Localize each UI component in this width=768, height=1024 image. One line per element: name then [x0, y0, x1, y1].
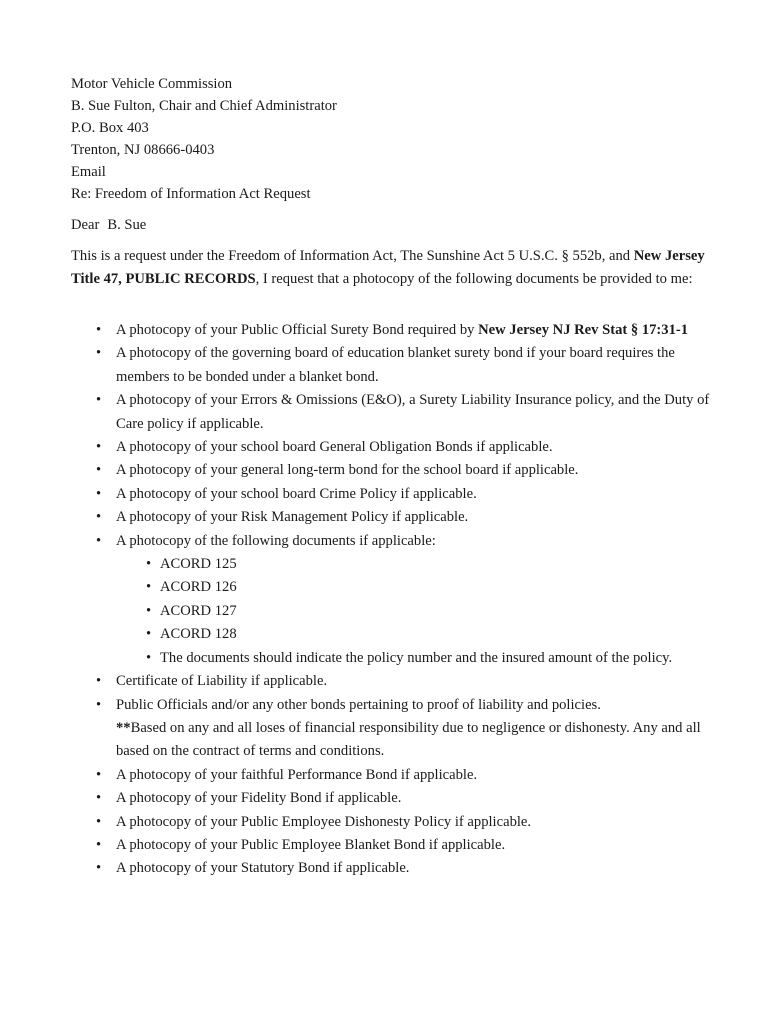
bullet: • — [96, 673, 102, 690]
item-text: Public Officials and/or any other bonds pertaining to proof of liability and policies. — [116, 696, 601, 713]
sublist-item — [116, 553, 711, 576]
item-emphasis-stars: ** — [116, 719, 131, 736]
item-statute: New Jersey NJ Rev Stat § 17:31-1 — [478, 322, 689, 338]
salutation-dear: Dear — [71, 217, 100, 233]
sublist-item — [116, 623, 711, 646]
bullet: • — [96, 790, 102, 807]
bullet: • — [146, 556, 152, 573]
bullet: • — [146, 626, 152, 643]
item-text: A photocopy of your Public Employee Dishonesty Policy if applicable. — [116, 813, 532, 830]
item-text: A photocopy of your Public Official Surety Bond required by — [116, 322, 479, 338]
address-line-recipient: B. Sue Fulton, Chair and Chief Administrator — [71, 98, 337, 114]
bullet: • — [96, 532, 102, 549]
item-text: A photocopy of your general long-term bond for the school board if applicable. — [116, 462, 579, 479]
address-line-city: Trenton, NJ 08666-0403 — [71, 142, 215, 158]
bullet: • — [96, 836, 102, 853]
list-item — [71, 670, 711, 693]
sub-item-text: The documents should indicate the policy number and the insured amount of the policy. — [160, 649, 673, 666]
item-text: A photocopy of your Errors & Omissions (E&O), a Surety Liability Insurance policy, and the Duty of Care policy if applicable. — [116, 392, 710, 432]
bullet: • — [96, 696, 102, 713]
acord-sublist — [116, 553, 711, 670]
bullet: • — [96, 345, 102, 362]
item-text: A photocopy of your Statutory Bond if applicable. — [116, 860, 410, 877]
list-item — [71, 764, 711, 787]
intro-text-2: , I request that a photocopy of the following documents be provided to me: — [255, 270, 693, 287]
subject-line: Re: Freedom of Information Act Request — [71, 186, 311, 202]
item-text: A photocopy of your Public Employee Blanket Bond if applicable. — [116, 836, 506, 853]
bullet: • — [96, 485, 102, 502]
list-item — [71, 342, 711, 389]
intro-paragraph — [71, 245, 711, 290]
sub-item-text: ACORD 128 — [160, 626, 237, 643]
sublist-item — [116, 600, 711, 623]
sub-item-text: ACORD 127 — [160, 602, 237, 619]
list-item — [71, 787, 711, 810]
address-line-email: Email — [71, 164, 106, 180]
bullet: • — [96, 813, 102, 830]
sub-item-text: ACORD 125 — [160, 556, 237, 573]
item-text: A photocopy of your Risk Management Policy if applicable. — [116, 509, 469, 526]
item-text: A photocopy of your school board Crime Policy if applicable. — [116, 485, 477, 502]
bullet: • — [96, 322, 102, 338]
bullet: • — [96, 509, 102, 526]
bullet: • — [96, 860, 102, 877]
item-text: A photocopy of the governing board of education blanket surety bond if your board requires the members to be bonded under a blanket bond. — [116, 345, 675, 385]
bullet: • — [96, 462, 102, 479]
item-text: A photocopy of your school board General Obligation Bonds if applicable. — [116, 439, 553, 456]
list-item — [71, 436, 711, 459]
list-item — [71, 506, 711, 529]
item-text: A photocopy of the following documents if applicable: — [116, 532, 436, 549]
sublist-item — [116, 576, 711, 599]
list-item — [71, 459, 711, 482]
intro-statute: New Jersey Title 47, PUBLIC RECORDS — [71, 248, 705, 287]
bullet: • — [146, 579, 152, 596]
list-item — [71, 483, 711, 506]
item-text: A photocopy of your Fidelity Bond if applicable. — [116, 790, 402, 807]
recipient-address-block — [71, 73, 337, 205]
list-item — [71, 530, 711, 670]
bullet: • — [96, 766, 102, 783]
address-line-po-box: P.O. Box 403 — [71, 120, 149, 136]
item-text: Certificate of Liability if applicable. — [116, 673, 328, 690]
sublist-item — [116, 647, 711, 670]
list-item — [71, 389, 711, 436]
request-list — [71, 319, 711, 881]
list-item — [71, 694, 711, 764]
item-text: Based on any and all loses of financial responsibility due to negligence or dishonesty. Any and all based on the contract of terms and conditions. — [116, 719, 701, 760]
intro-text-1: This is a request under the Freedom of Information Act, The Sunshine Act 5 U.S.C. § 552b, and — [71, 248, 634, 264]
bullet: • — [96, 439, 102, 456]
list-item — [71, 319, 711, 342]
bullet: • — [146, 649, 152, 666]
item-text: A photocopy of your faithful Performance Bond if applicable. — [116, 766, 478, 783]
salutation — [71, 214, 154, 236]
list-item — [71, 834, 711, 857]
list-item — [71, 811, 711, 834]
salutation-name: B. Sue — [107, 217, 147, 233]
bullet: • — [96, 392, 102, 409]
list-item — [71, 857, 711, 880]
address-line-agency: Motor Vehicle Commission — [71, 76, 233, 92]
sub-item-text: ACORD 126 — [160, 579, 237, 596]
bullet: • — [146, 602, 152, 619]
